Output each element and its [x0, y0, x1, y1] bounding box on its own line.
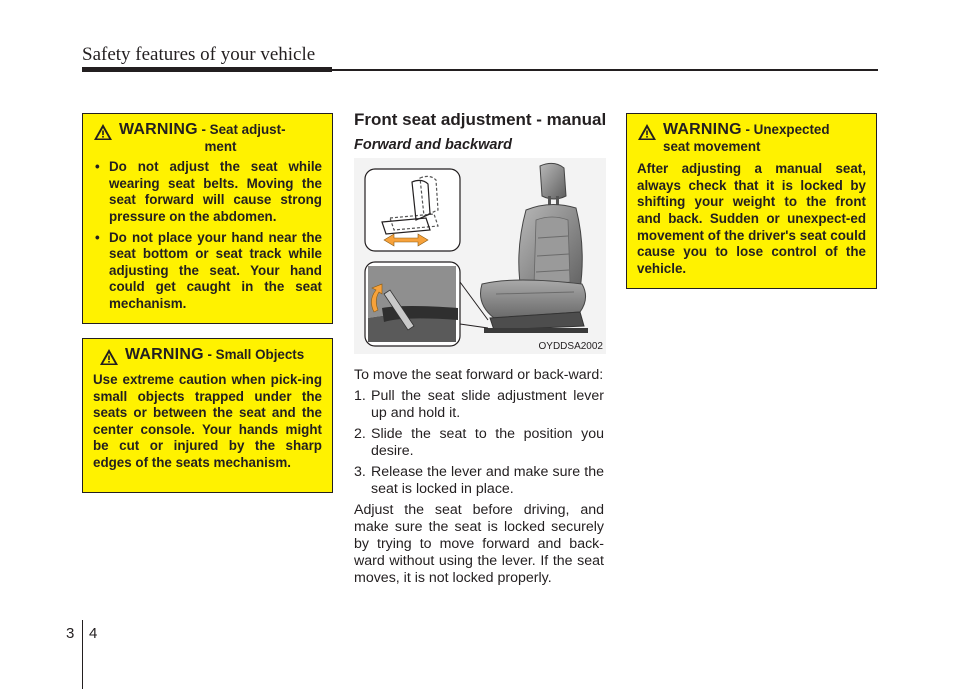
page-number: 4 [89, 625, 98, 642]
seat-adjustment-illustration [354, 158, 606, 354]
warning-label: WARNING [125, 346, 204, 363]
closing-text: Adjust the seat before driving, and make sure the seat is locked securely by trying to move forward and back-ward without using the lever. If the seat moves, it is not locked properly. [354, 502, 604, 586]
warning-small-objects [82, 338, 333, 493]
warning-subtitle: - Small Objects [207, 347, 305, 362]
chapter-number: 3 [66, 625, 75, 642]
step-number: 3. [354, 464, 366, 480]
page-header-title: Safety features of your vehicle [82, 44, 316, 65]
warning-subtitle: - Unexpected [745, 122, 830, 137]
intro-text: To move the seat forward or back-ward: [354, 367, 604, 383]
warning-subtitle-cont: seat movement [663, 138, 761, 154]
warning-bullet-list [93, 159, 322, 312]
warning-text: After adjusting a manual seat, always check that it is locked by shifting your weight to the front and back. Sudden or unexpect-ed movement of the driver's seat could cause you to lose control of the vehicle. [637, 161, 866, 276]
warning-label: WARNING [119, 121, 198, 138]
step-number: 1. [354, 388, 366, 404]
step-text: Release the lever and make sure the seat is locked in place. [371, 464, 604, 497]
step-item [354, 464, 604, 498]
seat-illustration-svg [354, 158, 606, 354]
step-text: Pull the seat slide adjustment lever up and hold it. [371, 388, 604, 421]
warning-text: Use extreme caution when pick-ing small objects trapped under the seats or between the seat and the center console. Your hands might be cut or injured by the sharp edges of the seats mechanism. [93, 372, 322, 470]
warning-bullet: • Do not adjust the seat while wearing seat belts. Moving the seat forward will cause strong pressure on the abdomen. [93, 159, 322, 225]
header-rule [82, 67, 332, 72]
header-rule-thin [332, 69, 878, 71]
warning-subtitle-cont: ment [204, 138, 237, 154]
warning-unexpected-seat-movement [626, 113, 877, 289]
figure-code: OYDDSA2002 [538, 341, 603, 352]
warning-triangle-icon [637, 123, 657, 141]
warning-subtitle: - Seat adjust- [201, 122, 286, 137]
warning-triangle-icon [99, 348, 119, 366]
section-subtitle: Forward and backward [354, 137, 512, 153]
step-number: 2. [354, 426, 366, 442]
warning-bullet: • Do not place your hand near the seat bottom or seat track while adjusting the seat. Your hand could get caught in the seat mechanism. [93, 230, 322, 313]
footer-divider [82, 620, 83, 689]
step-item [354, 388, 604, 422]
step-text: Slide the seat to the position you desire. [371, 426, 604, 459]
step-item [354, 426, 604, 460]
warning-seat-adjustment [82, 113, 333, 324]
warning-triangle-icon [93, 123, 113, 141]
section-title: Front seat adjustment - manual [354, 110, 607, 129]
warning-label: WARNING [663, 121, 742, 138]
step-list [354, 388, 604, 498]
instructions [354, 367, 604, 591]
